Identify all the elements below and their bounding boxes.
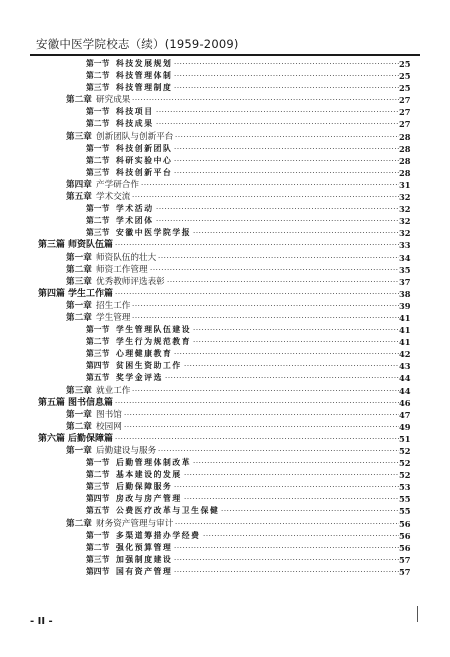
toc-entry-page: 56: [399, 518, 413, 530]
toc-entry-zhang: [0, 94, 450, 106]
dot-leader: [156, 203, 400, 215]
toc-entry-number: 第三章: [66, 131, 92, 142]
toc-entry-page: 35: [399, 264, 413, 276]
toc-entry-page: 52: [399, 457, 413, 469]
toc-entry-pian: [0, 288, 450, 300]
dot-leader: [203, 530, 400, 542]
toc-entry-label: [86, 70, 174, 82]
toc-entry-title: 图书信息篇: [68, 397, 114, 408]
running-header: 安徽中医学院校志（续）(1959-2009): [36, 37, 239, 51]
dot-leader: [167, 276, 400, 288]
toc-entry-page: 37: [399, 276, 413, 288]
toc-entry-label: [86, 167, 174, 179]
toc-entry-label: [86, 348, 174, 360]
dot-leader: [165, 372, 400, 384]
toc-entry-jie: [0, 566, 450, 578]
toc-entry-page: 56: [399, 542, 413, 554]
toc-entry-number: 第二章: [66, 95, 92, 106]
dot-leader: [115, 239, 400, 251]
toc-entry-number: 第一节: [86, 530, 110, 540]
dot-leader: [156, 106, 400, 118]
toc-entry-number: 第一章: [66, 446, 92, 456]
toc-entry-jie: [0, 530, 450, 542]
toc-entry-jie: [0, 143, 450, 155]
toc-entry-zhang: [0, 385, 450, 397]
toc-entry-page: 56: [399, 530, 413, 542]
toc-entry-number: 第一节: [86, 458, 110, 468]
toc-entry-title: 房改与房产管理: [116, 494, 182, 504]
toc-entry-title: 安徽中医学院学报: [116, 228, 192, 238]
toc-entry-page: 52: [399, 469, 413, 481]
toc-entry-number: 第二节: [86, 542, 110, 552]
toc-entry-title: 科技创新团队: [116, 143, 173, 153]
toc-entry-jie: [0, 336, 450, 348]
toc-entry-title: 学术团体: [116, 216, 154, 226]
toc-entry-label: [86, 203, 156, 215]
toc-entry-title: 后勤保障服务: [116, 482, 173, 492]
toc-entry-number: 第三节: [86, 482, 110, 492]
toc-entry-jie: [0, 554, 450, 566]
dot-leader: [150, 264, 400, 276]
dot-leader: [193, 227, 400, 239]
toc-entry-label: [66, 191, 132, 203]
toc-entry-zhang: [0, 252, 450, 264]
toc-entry-title: 师资队伍的壮大: [96, 252, 157, 263]
toc-entry-title: 后勤管理体制改革: [116, 458, 192, 468]
dot-leader: [132, 94, 400, 106]
toc-entry-title: 就业工作: [96, 385, 131, 396]
dot-leader: [174, 70, 400, 82]
toc-entry-number: 第四节: [86, 566, 110, 576]
toc-entry-number: 第三节: [86, 228, 110, 238]
toc-entry-jie: [0, 542, 450, 554]
toc-entry-label: [86, 143, 174, 155]
toc-entry-jie: [0, 155, 450, 167]
dot-leader: [141, 179, 400, 191]
toc-entry-number: 第四节: [86, 361, 110, 371]
toc-entry-label: [86, 215, 156, 227]
dot-leader: [174, 82, 400, 94]
toc-entry-number: 第二节: [86, 119, 110, 129]
toc-entry-label: [86, 336, 193, 348]
toc-entry-jie: [0, 70, 450, 82]
toc-entry-number: 第三节: [86, 83, 110, 93]
toc-entry-label: [66, 409, 124, 421]
toc-entry-jie: [0, 82, 450, 94]
toc-entry-page: 57: [399, 566, 413, 578]
toc-entry-page: 49: [399, 421, 413, 433]
dot-leader: [174, 167, 400, 179]
toc-entry-number: 第二节: [86, 470, 110, 480]
toc-entry-page: 46: [399, 397, 413, 409]
toc-entry-label: [86, 542, 174, 554]
toc-entry-title: 科技管理制度: [116, 83, 173, 93]
toc-entry-title: 招生工作: [96, 300, 131, 311]
dot-leader: [174, 566, 400, 578]
toc-entry-number: 第二章: [66, 312, 92, 323]
toc-entry-zhang: [0, 131, 450, 143]
toc-entry-page: 55: [399, 493, 413, 505]
toc-entry-page: 31: [399, 179, 413, 191]
dot-leader: [124, 421, 400, 433]
dot-leader: [184, 360, 400, 372]
toc-entry-label: [86, 469, 184, 481]
toc-entry-page: 32: [399, 203, 413, 215]
toc-entry-label: [86, 457, 193, 469]
toc-entry-page: 32: [399, 215, 413, 227]
toc-entry-title: 贫困生资助工作: [116, 361, 182, 371]
toc-entry-title: 科技管理体制: [116, 71, 173, 81]
toc-entry-number: 第二章: [66, 421, 92, 432]
toc-entry-title: 科研实验中心: [116, 155, 173, 165]
dot-leader: [115, 433, 400, 445]
toc-entry-number: 第一节: [86, 59, 110, 68]
dot-leader: [174, 155, 400, 167]
toc-entry-title: 学生管理: [96, 312, 131, 323]
toc-entry-zhang: [0, 445, 450, 457]
toc-entry-page: 53: [399, 481, 413, 493]
toc-entry-title: 学生行为规范教育: [116, 337, 192, 347]
toc-entry-number: 第五章: [66, 192, 92, 203]
toc-entry-zhang: [0, 300, 450, 312]
margin-mark: [417, 606, 418, 622]
dot-leader: [132, 385, 400, 397]
toc-entry-zhang: [0, 276, 450, 288]
toc-entry-page: 41: [399, 336, 413, 348]
toc-entry-label: [86, 58, 174, 70]
toc-entry-page: 28: [399, 131, 413, 143]
toc-entry-label: [66, 276, 167, 288]
toc-entry-zhang: [0, 518, 450, 530]
toc-entry-jie: [0, 493, 450, 505]
toc-entry-page: 32: [399, 191, 413, 203]
toc-entry-label: [66, 421, 124, 433]
toc-entry-title: 奖学金评选: [116, 373, 163, 383]
toc-entry-number: 第二节: [86, 155, 110, 165]
toc-entry-label: [86, 493, 184, 505]
toc-entry-title: 创新团队与创新平台: [96, 131, 174, 142]
toc-entry-page: 27: [399, 118, 413, 130]
toc-entry-label: [38, 397, 115, 409]
toc-entry-number: 第一节: [86, 143, 110, 153]
toc-entry-label: [66, 179, 141, 191]
toc-entry-page: 25: [399, 70, 413, 82]
toc-entry-number: 第三章: [66, 385, 92, 396]
toc-entry-page: 57: [399, 554, 413, 566]
header-rule: [30, 54, 420, 56]
toc-entry-label: [86, 530, 203, 542]
toc-entry-title: 财务资产管理与审计: [96, 518, 174, 529]
toc-entry-jie: [0, 469, 450, 481]
toc-entry-jie: [0, 360, 450, 372]
dot-leader: [175, 518, 400, 530]
toc-entry-label: [86, 566, 174, 578]
toc-entry-title: 学术活动: [116, 204, 154, 214]
dot-leader: [174, 348, 400, 360]
toc-entry-page: 32: [399, 227, 413, 239]
toc-entry-page: 39: [399, 300, 413, 312]
toc-entry-label: [86, 324, 193, 336]
toc-entry-label: [66, 445, 158, 457]
toc-entry-title: 学术交流: [96, 192, 131, 203]
toc-entry-number: 第四篇: [38, 288, 66, 299]
toc-entry-label: [86, 82, 174, 94]
toc-entry-label: [86, 106, 156, 118]
toc-entry-zhang: [0, 191, 450, 203]
toc-entry-page: 27: [399, 106, 413, 118]
toc-entry-number: 第一节: [86, 325, 110, 335]
toc-entry-title: 后勤建设与服务: [96, 446, 157, 456]
toc-entry-label: [86, 360, 184, 372]
toc-entry-title: 后勤保障篇: [68, 433, 114, 444]
toc-entry-title: 科技成果: [116, 119, 154, 129]
toc-entry-page: 28: [399, 143, 413, 155]
toc-entry-jie: [0, 58, 450, 70]
toc-entry-title: 研究成果: [96, 95, 131, 106]
toc-entry-label: [66, 94, 132, 106]
toc-entry-number: 第三节: [86, 554, 110, 564]
toc-entry-title: 强化预算管理: [116, 542, 173, 552]
toc-entry-page: 41: [399, 324, 413, 336]
dot-leader: [193, 336, 400, 348]
dot-leader: [124, 409, 400, 421]
toc-entry-page: 44: [399, 385, 413, 397]
toc-entry-label: [66, 518, 175, 530]
toc-entry-page: 41: [399, 312, 413, 324]
toc-entry-page: 25: [399, 82, 413, 94]
dot-leader: [132, 300, 400, 312]
toc-entry-number: 第一章: [66, 300, 92, 311]
toc-entry-zhang: [0, 421, 450, 433]
toc-entry-page: 28: [399, 155, 413, 167]
toc-entry-number: 第三节: [86, 349, 110, 359]
toc-entry-title: 国有资产管理: [116, 566, 173, 576]
toc-entry-title: 加强制度建设: [116, 554, 173, 564]
toc-entry-number: 第二节: [86, 337, 110, 347]
toc-entry-number: 第二节: [86, 216, 110, 226]
toc-entry-title: 公费医疗改革与卫生保健: [116, 506, 220, 516]
toc-entry-title: 师资队伍篇: [68, 240, 114, 251]
toc-entry-title: 科技发展规划: [116, 59, 173, 68]
toc-entry-number: 第三篇: [38, 240, 66, 251]
toc-entry-number: 第五节: [86, 506, 110, 516]
toc-entry-label: [86, 554, 174, 566]
toc-entry-jie: [0, 167, 450, 179]
dot-leader: [175, 131, 400, 143]
toc-entry-title: 图书馆: [96, 409, 122, 420]
toc-entry-title: 学生管理队伍建设: [116, 325, 192, 335]
toc-entry-page: 44: [399, 372, 413, 384]
toc-entry-number: 第二章: [66, 518, 92, 529]
toc-entry-jie: [0, 324, 450, 336]
toc-entry-page: 42: [399, 348, 413, 360]
toc-entry-page: 47: [399, 409, 413, 421]
toc-entry-page: 25: [399, 58, 413, 70]
toc-entry-title: 多渠道筹措办学经费: [116, 530, 201, 540]
toc-entry-label: [86, 118, 156, 130]
toc-entry-label: [86, 155, 174, 167]
dot-leader: [156, 118, 400, 130]
toc-entry-jie: [0, 348, 450, 360]
dot-leader: [174, 143, 400, 155]
table-of-contents: [0, 58, 450, 578]
toc-entry-number: 第三章: [66, 276, 92, 287]
toc-entry-label: [66, 252, 158, 264]
toc-entry-title: 优秀教师评选表彰: [96, 276, 165, 287]
dot-leader: [158, 445, 400, 457]
toc-entry-label: [86, 372, 165, 384]
toc-entry-title: 师资工作管理: [96, 264, 148, 275]
dot-leader: [174, 554, 400, 566]
toc-entry-number: 第六篇: [38, 433, 66, 444]
dot-leader: [221, 505, 400, 517]
toc-entry-jie: [0, 227, 450, 239]
toc-entry-page: 27: [399, 94, 413, 106]
toc-entry-label: [66, 131, 175, 143]
toc-entry-number: 第一节: [86, 204, 110, 214]
toc-entry-title: 产学研合作: [96, 179, 139, 190]
toc-entry-number: 第四章: [66, 179, 92, 190]
toc-entry-number: 第一章: [66, 409, 92, 420]
toc-entry-number: 第一节: [86, 107, 110, 117]
dot-leader: [174, 481, 400, 493]
toc-entry-jie: [0, 372, 450, 384]
dot-leader: [158, 252, 400, 264]
toc-entry-title: 校园网: [96, 421, 122, 432]
toc-entry-zhang: [0, 409, 450, 421]
toc-entry-label: [86, 505, 221, 517]
toc-entry-pian: [0, 397, 450, 409]
toc-entry-label: [38, 239, 115, 251]
toc-entry-jie: [0, 457, 450, 469]
toc-entry-page: 51: [399, 433, 413, 445]
toc-entry-label: [66, 312, 132, 324]
toc-entry-number: 第三节: [86, 167, 110, 177]
toc-entry-page: 33: [399, 239, 413, 251]
toc-entry-label: [66, 385, 132, 397]
dot-leader: [184, 493, 400, 505]
toc-entry-label: [38, 288, 115, 300]
toc-entry-title: 基本建设的发展: [116, 470, 182, 480]
dot-leader: [184, 469, 400, 481]
toc-entry-page: 55: [399, 505, 413, 517]
toc-entry-label: [86, 227, 193, 239]
dot-leader: [174, 542, 400, 554]
toc-entry-pian: [0, 239, 450, 251]
page-number: - II -: [30, 616, 53, 627]
toc-entry-number: 第一章: [66, 252, 92, 263]
toc-entry-title: 科技项目: [116, 107, 154, 117]
toc-entry-page: 28: [399, 167, 413, 179]
dot-leader: [115, 397, 400, 409]
toc-entry-pian: [0, 433, 450, 445]
toc-entry-title: 科技创新平台: [116, 167, 173, 177]
toc-entry-zhang: [0, 312, 450, 324]
toc-entry-jie: [0, 505, 450, 517]
toc-entry-label: [86, 481, 174, 493]
toc-entry-number: 第二节: [86, 71, 110, 81]
toc-entry-jie: [0, 106, 450, 118]
toc-entry-page: 38: [399, 288, 413, 300]
toc-entry-jie: [0, 215, 450, 227]
toc-entry-number: 第四节: [86, 494, 110, 504]
toc-entry-number: 第五篇: [38, 397, 66, 408]
toc-entry-zhang: [0, 264, 450, 276]
toc-entry-zhang: [0, 179, 450, 191]
toc-entry-jie: [0, 203, 450, 215]
toc-entry-label: [38, 433, 115, 445]
toc-entry-jie: [0, 118, 450, 130]
dot-leader: [115, 288, 400, 300]
dot-leader: [132, 191, 400, 203]
toc-entry-page: 34: [399, 252, 413, 264]
toc-entry-title: 学生工作篇: [68, 288, 114, 299]
toc-entry-label: [66, 264, 150, 276]
dot-leader: [193, 324, 400, 336]
toc-entry-number: 第五节: [86, 373, 110, 383]
toc-entry-number: 第二章: [66, 264, 92, 275]
dot-leader: [132, 312, 400, 324]
toc-entry-title: 心理健康教育: [116, 349, 173, 359]
dot-leader: [174, 58, 400, 70]
toc-entry-jie: [0, 481, 450, 493]
toc-entry-label: [66, 300, 132, 312]
toc-entry-page: 52: [399, 445, 413, 457]
dot-leader: [156, 215, 400, 227]
toc-entry-page: 43: [399, 360, 413, 372]
dot-leader: [193, 457, 400, 469]
